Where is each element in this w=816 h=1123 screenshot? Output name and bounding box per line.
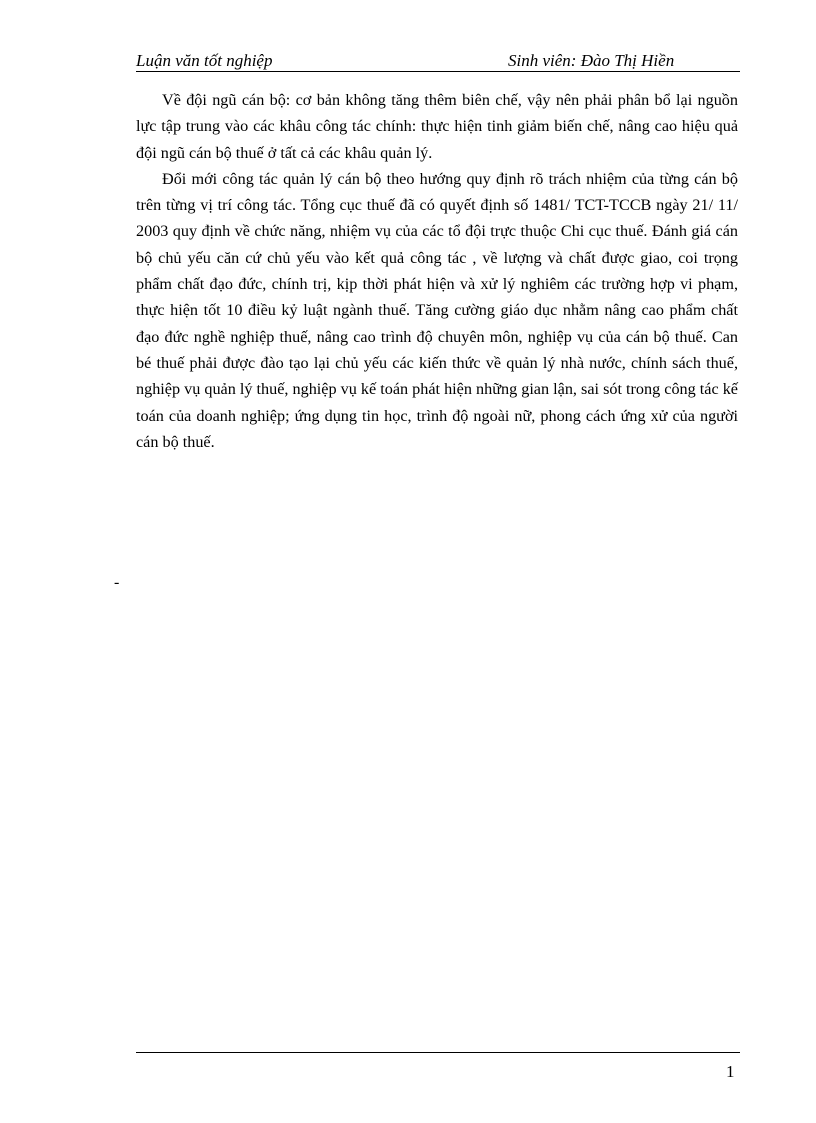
page-header xyxy=(136,49,740,72)
stray-dash: - xyxy=(114,574,120,591)
footer-divider xyxy=(136,1052,740,1053)
student-name: Sinh viên: Đào Thị Hiền xyxy=(508,51,675,70)
document-title: Luận văn tốt nghiệp xyxy=(136,51,273,70)
page-number: 1 xyxy=(726,1062,735,1081)
document-body xyxy=(136,87,738,455)
paragraph: Đổi mới công tác quản lý cán bộ theo hướng quy định rõ trách nhiệm của từng cán bộ trên từng vị trí công tác. Tổng cục thuế đã có quyết định số 1481/ TCT-TCCB ngày 21/ 11/ 2003 quy định về chức năng, nhiệm vụ của các tổ đội trực thuộc Chi cục thuế. Đánh giá cán bộ chủ yếu căn cứ chủ yếu vào kết quả công tác , về lượng và chất được giao, coi trọng phẩm chất đạo đức, chính trị, kịp thời phát hiện và xử lý nghiêm các trường hợp vi phạm, thực hiện tốt 10 điều kỷ luật ngành thuế. Tăng cường giáo dục nhằm nâng cao phẩm chất đạo đức nghề nghiệp thuế, nâng cao trình độ chuyên môn, nghiệp vụ của cán bộ thuế. Can bé thuế phải được đào tạo lại chủ yếu các kiến thức về quản lý nhà nước, chính sách thuế, nghiệp vụ quản lý thuế, nghiệp vụ kế toán phát hiện những gian lận, sai sót trong công tác kế toán của doanh nghiệp; ứng dụng tin học, trình độ ngoài nữ, phong cách ứng xử của người cán bộ thuế. xyxy=(136,169,738,451)
paragraph: Về đội ngũ cán bộ: cơ bản không tăng thêm biên chế, vậy nên phải phân bổ lại nguồn lực tập trung vào các khâu công tác chính: thực hiện tinh giảm biến chế, nâng cao hiệu quả đội ngũ cán bộ thuế ở tất cả các khâu quản lý. xyxy=(136,91,738,162)
